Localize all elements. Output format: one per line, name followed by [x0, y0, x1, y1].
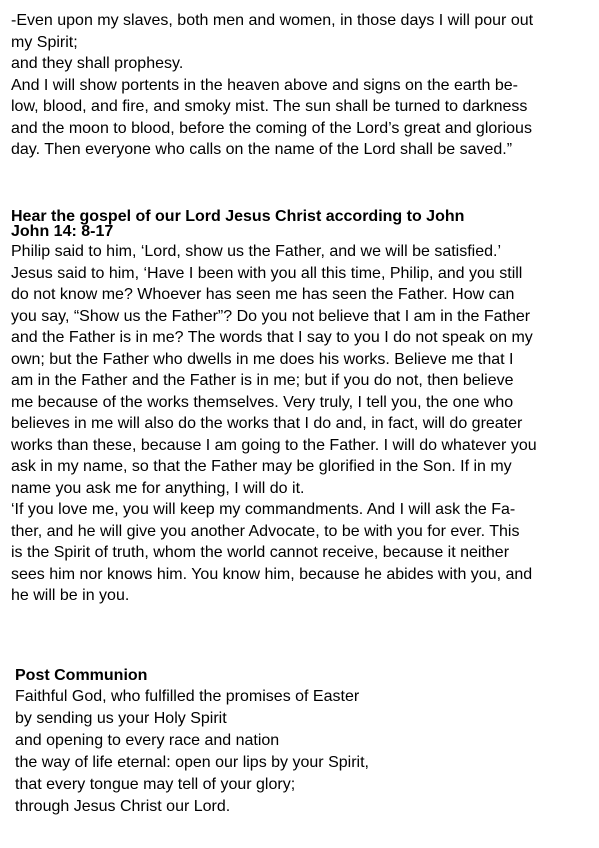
- post-communion: [15, 665, 369, 818]
- gospel-line: ask in my name, so that the Father may be glorified in the Son. If in my: [11, 458, 512, 475]
- gospel-line: do not know me? Whoever has seen me has seen the Father. How can: [11, 286, 515, 303]
- gospel-line: is the Spirit of truth, whom the world cannot receive, because it neither: [11, 544, 510, 561]
- gospel-line: name you ask me for anything, I will do it.: [11, 479, 305, 497]
- gospel-line: you say, “Show us the Father”? Do you not believe that I am in the Father: [11, 307, 531, 325]
- acts-line: and they shall prophesy.: [11, 55, 184, 72]
- gospel-line: he will be in you.: [11, 587, 130, 604]
- gospel-heading: Hear the gospel of our Lord Jesus Christ according to John: [11, 208, 465, 225]
- acts-line: -Even upon my slaves, both men and women, in those days I will pour out: [11, 12, 534, 29]
- gospel-line: am in the Father and the Father is in me; but if you do not, then believe: [11, 372, 514, 389]
- acts-line: low, blood, and fire, and smoky mist. The sun shall be turned to darkness: [11, 98, 528, 115]
- post-communion-line: and opening to every race and nation: [15, 732, 280, 749]
- gospel-line: and the Father is in me? The words that I say to you I do not speak on my: [11, 329, 533, 346]
- post-communion-line: Faithful God, who fulfilled the promises of Easter: [15, 688, 360, 705]
- gospel-reading: [11, 209, 537, 607]
- gospel-line: sees him nor knows him. You know him, because he abides with you, and: [11, 565, 533, 583]
- post-communion-line: the way of life eternal: open our lips by your Spirit,: [15, 754, 369, 771]
- acts-line: And I will show portents in the heaven above and signs on the earth be-: [11, 76, 518, 94]
- acts-line: day. Then everyone who calls on the name of the Lord shall be saved.”: [11, 141, 513, 158]
- gospel-line: Philip said to him, ‘Lord, show us the Father, and we will be satisfied.’: [11, 243, 502, 260]
- gospel-line: me because of the works themselves. Very truly, I tell you, the one who: [11, 393, 514, 411]
- gospel-text: [11, 241, 537, 607]
- post-communion-line: through Jesus Christ our Lord.: [15, 798, 231, 815]
- post-communion-line: by sending us your Holy Spirit: [15, 710, 227, 727]
- acts-reading: [11, 10, 533, 161]
- gospel-reference: John 14: 8-17: [11, 223, 114, 240]
- gospel-line: believes in me will also do the works that I do and, in fact, will do greater: [11, 415, 523, 432]
- post-communion-line: that every tongue may tell of your glory;: [15, 776, 296, 793]
- gospel-line: works than these, because I am going to the Father. I will do whatever you: [11, 436, 537, 454]
- gospel-line: ther, and he will give you another Advocate, to be with you for ever. This: [11, 522, 520, 540]
- acts-line: my Spirit;: [11, 33, 78, 51]
- gospel-line: ‘If you love me, you will keep my commandments. And I will ask the Fa-: [11, 501, 516, 518]
- acts-line: and the moon to blood, before the coming of the Lord’s great and glorious: [11, 119, 532, 137]
- post-communion-heading: Post Communion: [15, 667, 148, 684]
- gospel-line: Jesus said to him, ‘Have I been with you all this time, Philip, and you still: [11, 264, 523, 282]
- gospel-line: own; but the Father who dwells in me does his works. Believe me that I: [11, 350, 514, 368]
